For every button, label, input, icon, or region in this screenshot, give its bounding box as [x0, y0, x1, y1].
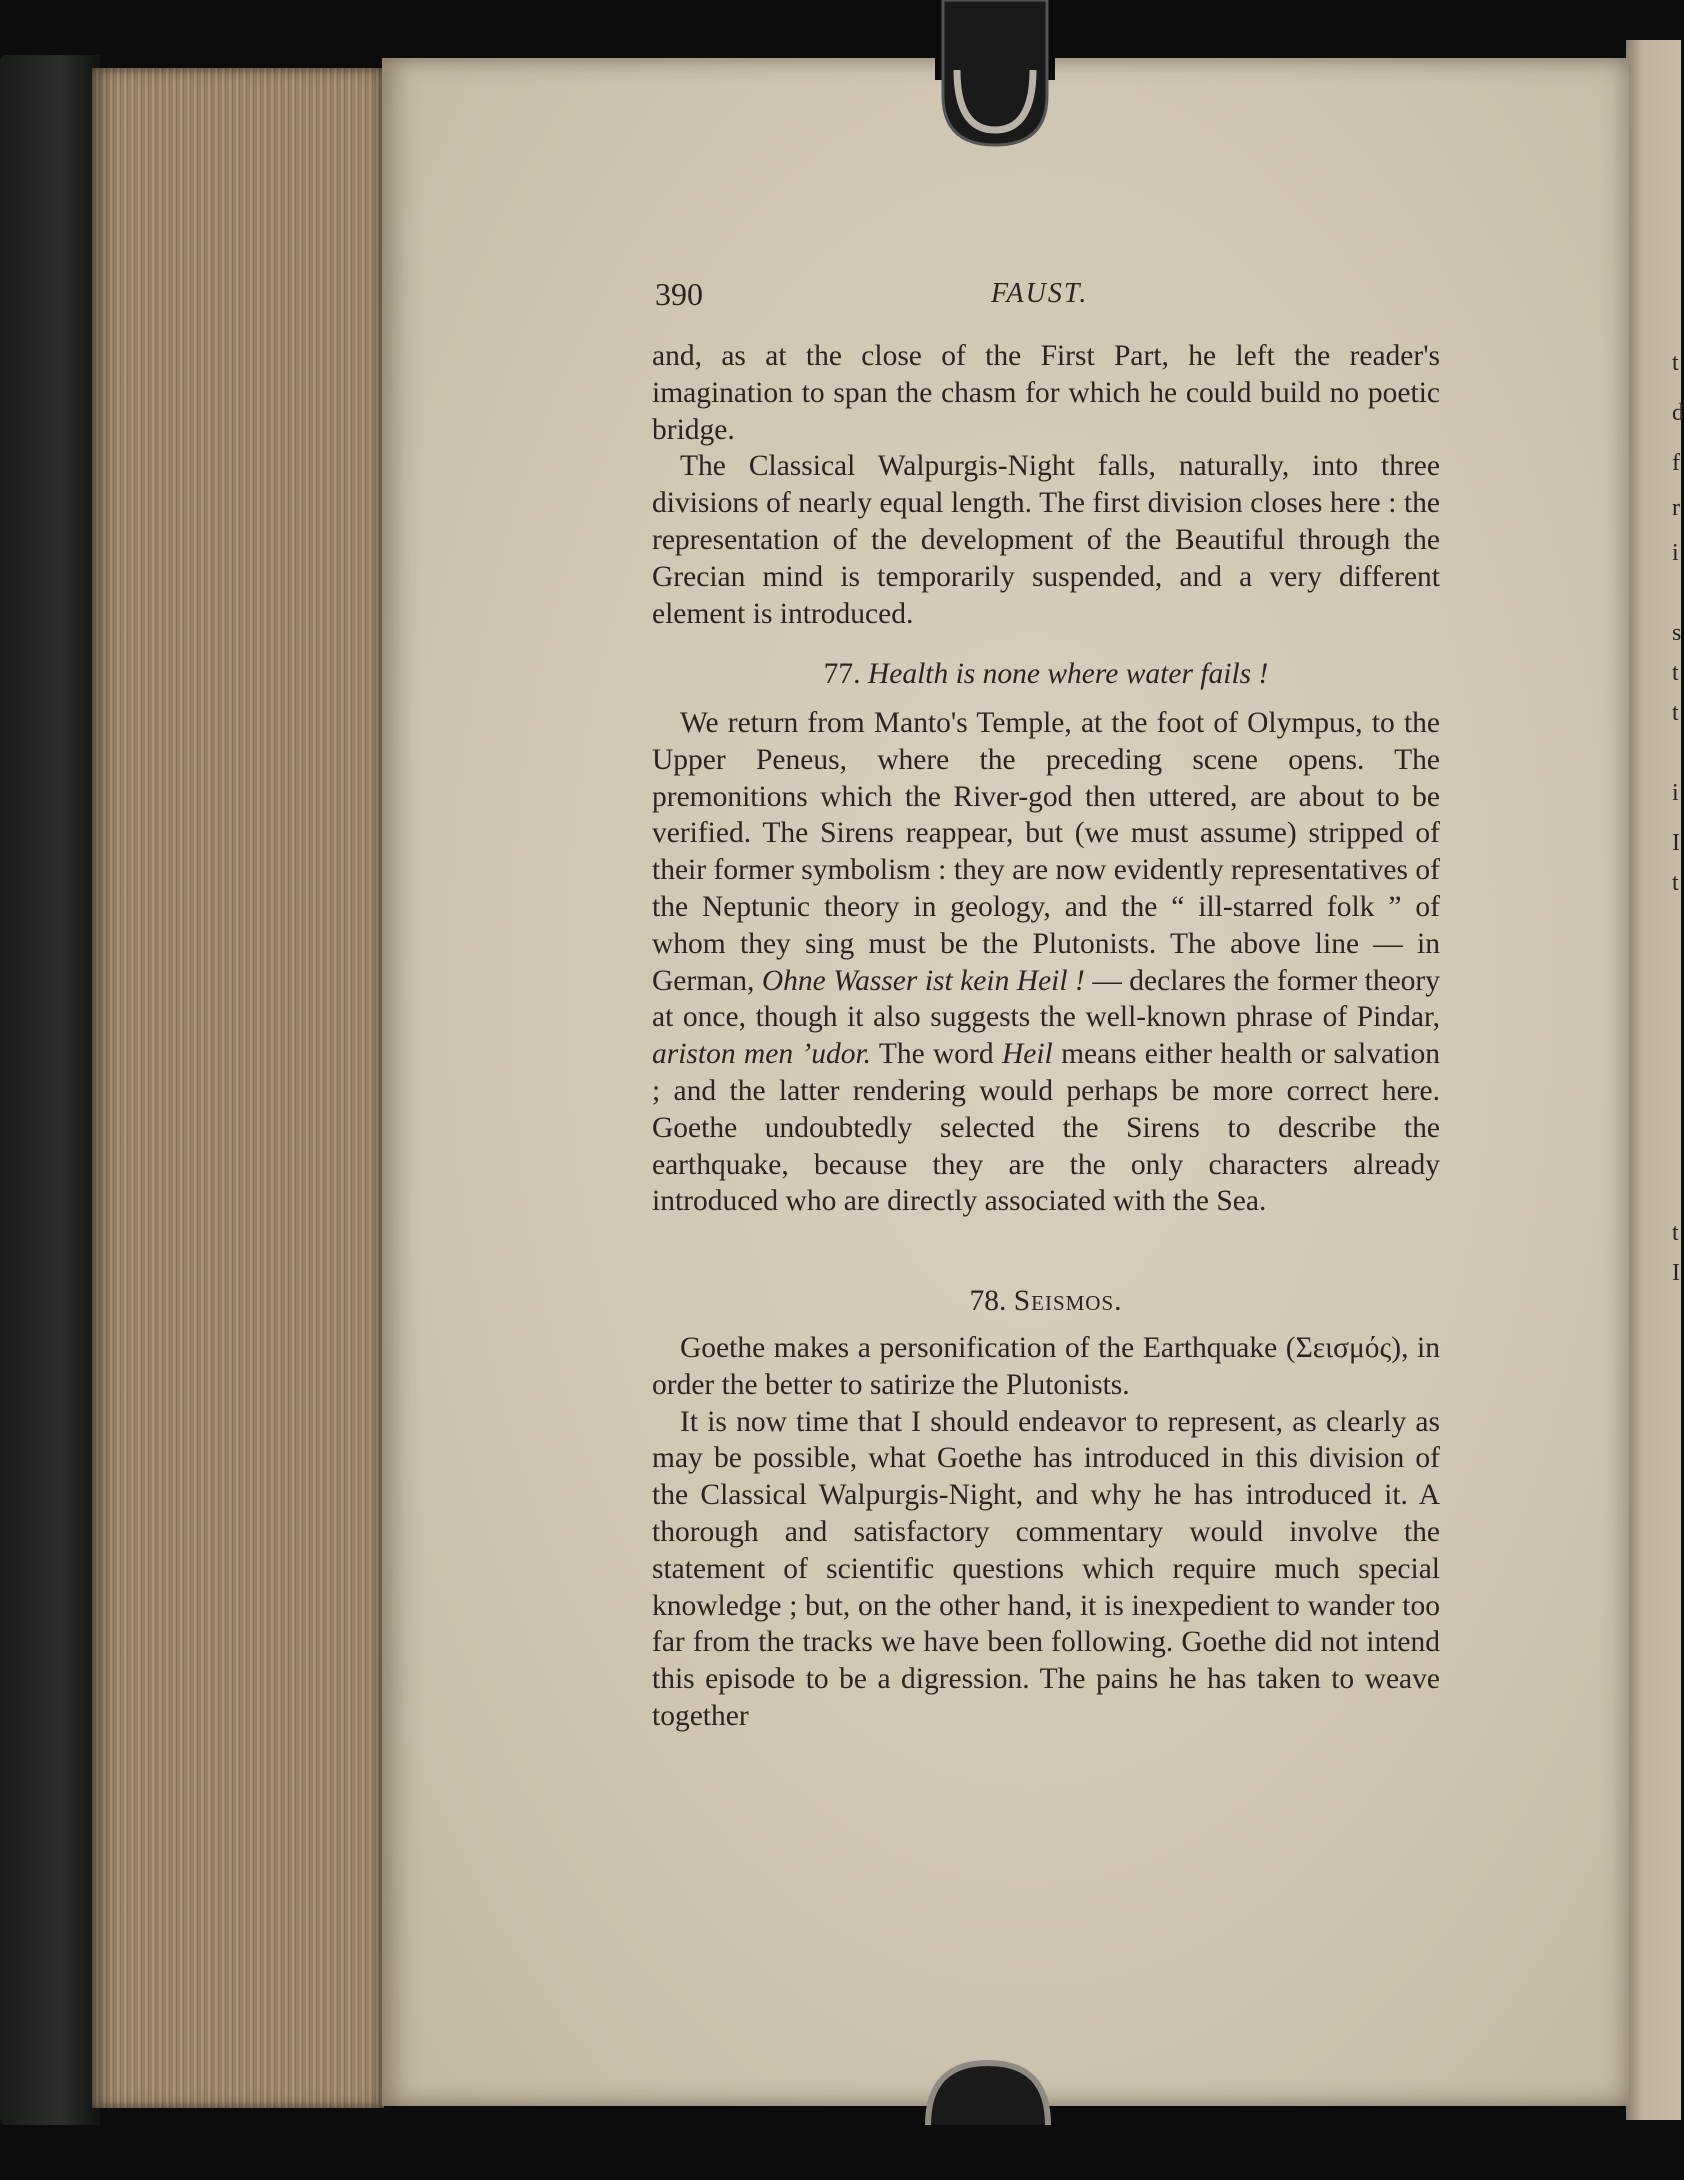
page-number: 390	[655, 276, 703, 312]
facing-page-letter: t	[1672, 870, 1679, 896]
section-title: Health is none where water fails !	[867, 658, 1269, 690]
pindar-quote: ariston men ’udor.	[652, 1038, 872, 1071]
page-clip-top-icon	[935, 0, 1055, 150]
text-run: We return from Manto's Temple, at the foot of Olympus, to the Upper Peneus, where the preceding scene opens. The premonitions which the River-god then uttered, are about to be verified. The Sirens reappear, but (we must assume) stripped of their former symbolism : they are now evidently representatives of the Neptunic theory in geology, and the “ ill-starred folk ” of whom they sing must be the Plutonists. The above line — in German,	[652, 707, 1440, 997]
facing-page-letter: f	[1672, 450, 1680, 476]
section-78-body	[652, 1330, 1440, 1735]
paragraph: It is now time that I should endeavor to represent, as clearly as may be possible, what Goethe has introduced in this division of the Classical Walpurgis-Night, and why he has introduced it. A thorough and satisfactory commentary would involve the statement of scientific questions which require much special knowledge ; but, on the other hand, it is inexpedient to wander too far from the tracks we have been following. Goethe did not intend this episode to be a digression. The pains he has taken to weave together	[652, 1405, 1440, 1732]
page-block-edge	[92, 68, 384, 2108]
section-78-heading	[652, 1285, 1440, 1318]
facing-page-letter: i	[1672, 780, 1679, 806]
paragraph: The Classical Walpurgis-Night falls, naturally, into three divisions of nearly equal length. The first division closes here : the representation of the development of the Beautiful through the Grecian mind is temporarily suspended, and a very different element is introduced.	[652, 450, 1440, 630]
section-title: Seismos.	[1013, 1285, 1123, 1317]
running-head	[655, 276, 1155, 316]
facing-page-letter: r	[1672, 495, 1680, 521]
facing-page-letter: i	[1672, 540, 1679, 566]
facing-page-letter: d	[1672, 400, 1684, 426]
opening-text	[652, 338, 1440, 632]
section-77-heading	[652, 658, 1440, 691]
paragraph	[652, 705, 1440, 1220]
facing-page-letter: s	[1672, 620, 1682, 646]
section-number: 78.	[969, 1285, 1007, 1317]
facing-page-letter: I	[1672, 1260, 1680, 1286]
text-run: The word	[871, 1038, 1002, 1071]
book-cover-left	[0, 55, 100, 2125]
facing-page-letter: t	[1672, 1220, 1679, 1246]
facing-page-letter: I	[1672, 830, 1680, 856]
section-number: 77.	[823, 658, 861, 690]
paragraph: and, as at the close of the First Part, he left the reader's imagination to span the chasm for which he could build no poetic bridge.	[652, 340, 1440, 446]
paragraph: Goethe makes a personification of the Earthquake (Σεισμός), in order the better to satirize the Plutonists.	[652, 1332, 1440, 1401]
page-clip-bottom-icon	[918, 2055, 1058, 2125]
section-77-body	[652, 705, 1440, 1220]
german-quote: Ohne Wasser ist kein Heil !	[761, 964, 1085, 997]
text-run: means either health or salvation ; and the latter rendering would perhaps be more correct here. Goethe undoubtedly selected the Sirens to describe the earthquake, because they are the only characters already introduced who are directly associated with the Sea.	[652, 1038, 1440, 1218]
facing-page-letter: t	[1672, 660, 1679, 686]
facing-page-letter: t	[1672, 700, 1679, 726]
heil-word: Heil	[1001, 1038, 1053, 1071]
running-title: FAUST.	[991, 278, 1089, 309]
facing-page-letter: t	[1672, 350, 1679, 376]
text-run: — declares the former theory at once, though it also suggests the well-known phrase of Pindar,	[652, 964, 1440, 1034]
